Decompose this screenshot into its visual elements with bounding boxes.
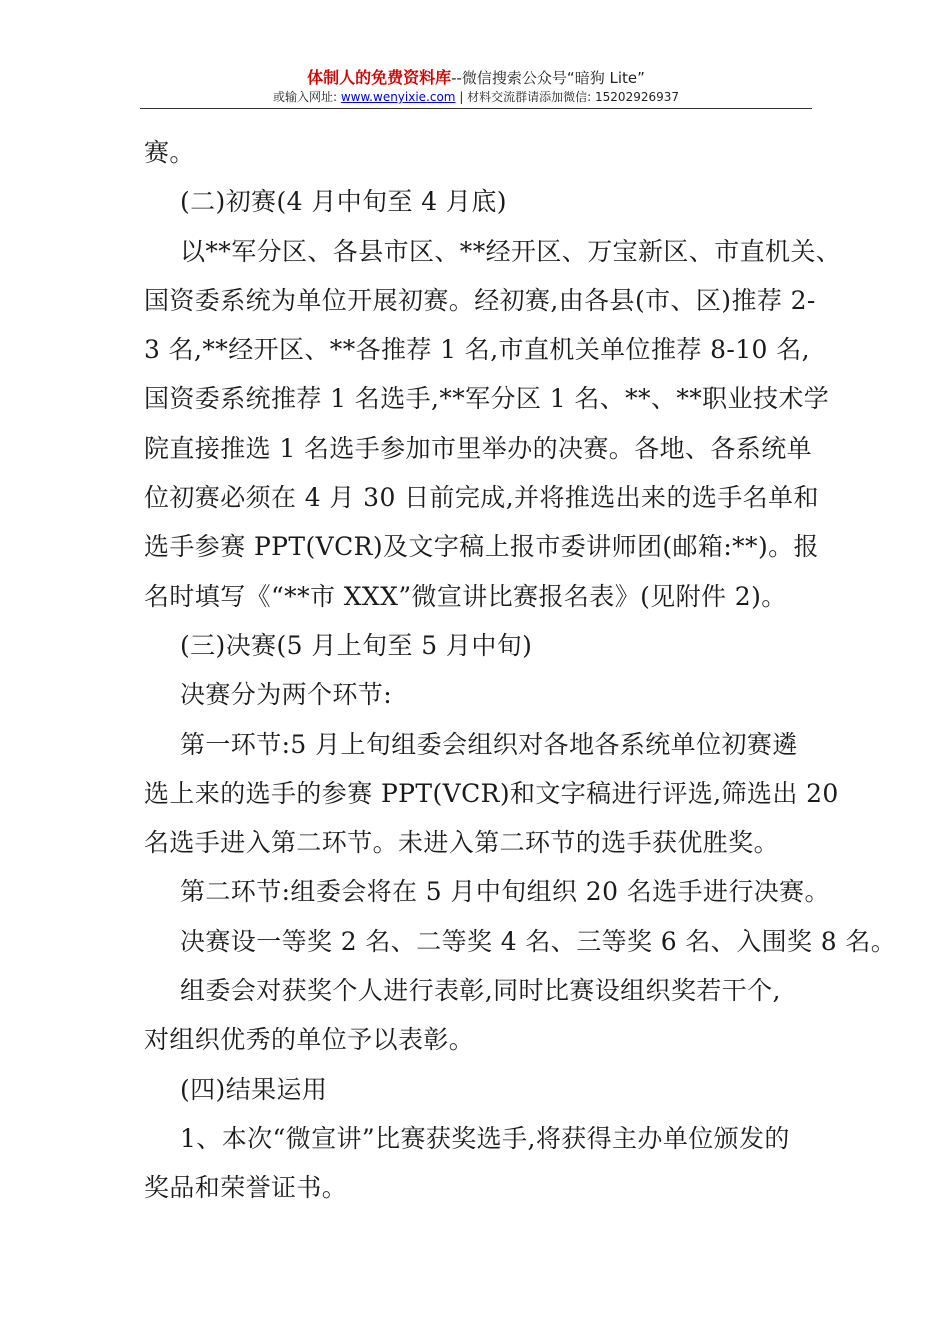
text-line: 选手参赛 PPT(VCR)及文字稿上报市委讲师团(邮箱:**)。报 [144, 532, 819, 562]
text-line: 对组织优秀的单位予以表彰。 [144, 1025, 475, 1055]
text-line: 决赛设一等奖 2 名、二等奖 4 名、三等奖 6 名、入围奖 8 名。 [180, 926, 897, 956]
page-header [140, 68, 812, 106]
text-line: 第二环节:组委会将在 5 月中旬组织 20 名选手进行决赛。 [180, 877, 830, 907]
section-heading: (四)结果运用 [180, 1074, 328, 1104]
text-line: 决赛分为两个环节: [180, 680, 393, 710]
text-line: 国资委系统为单位开展初赛。经初赛,由各县(市、区)推荐 2- [144, 285, 816, 315]
text-line: 第一环节:5 月上旬组委会组织对各地各系统单位初赛遴 [180, 729, 798, 759]
text-line: 院直接推选 1 名选手参加市里举办的决赛。各地、各系统单 [144, 433, 813, 463]
url-prefix: 或输入网址: [272, 90, 341, 104]
text-line: 名选手进入第二环节。未进入第二环节的选手获优胜奖。 [144, 828, 780, 858]
header-line-2 [140, 88, 812, 106]
header-divider [140, 108, 812, 109]
text-line: 3 名,**经开区、**各推荐 1 名,市直机关单位推荐 8-10 名, [144, 335, 810, 365]
section-heading: (三)决赛(5 月上旬至 5 月中旬) [180, 630, 533, 660]
document-body [144, 128, 897, 1213]
brand-title: 体制人的免费资料库 [307, 68, 452, 87]
text-line: 位初赛必须在 4 月 30 日前完成,并将推选出来的选手名单和 [144, 483, 819, 513]
text-line: 名时填写《“**市 XXX”微宣讲比赛报名表》(见附件 2)。 [144, 581, 787, 611]
text-line: 赛。 [144, 138, 195, 167]
text-line: 组委会对获奖个人进行表彰,同时比赛设组织奖若干个, [180, 976, 781, 1006]
header-line-1 [140, 68, 812, 88]
section-heading: (二)初赛(4 月中旬至 4 月底) [180, 187, 507, 217]
text-line: 选上来的选手的参赛 PPT(VCR)和文字稿进行评选,筛选出 20 [144, 778, 839, 808]
text-line: 以**军分区、各县市区、**经开区、万宝新区、市直机关、 [180, 236, 842, 266]
text-line: 国资委系统推荐 1 名选手,**军分区 1 名、**、**职业技术学 [144, 384, 830, 414]
text-line: 奖品和荣誉证书。 [144, 1173, 348, 1203]
website-link[interactable]: www.wenyixie.com [340, 90, 456, 104]
header-contact: | 材料交流群请添加微信: 15202926937 [455, 90, 680, 104]
header-tagline: --微信搜索公众号“暗狗 Lite” [451, 69, 645, 87]
text-line: 1、本次“微宣讲”比赛获奖选手,将获得主办单位颁发的 [180, 1123, 790, 1153]
